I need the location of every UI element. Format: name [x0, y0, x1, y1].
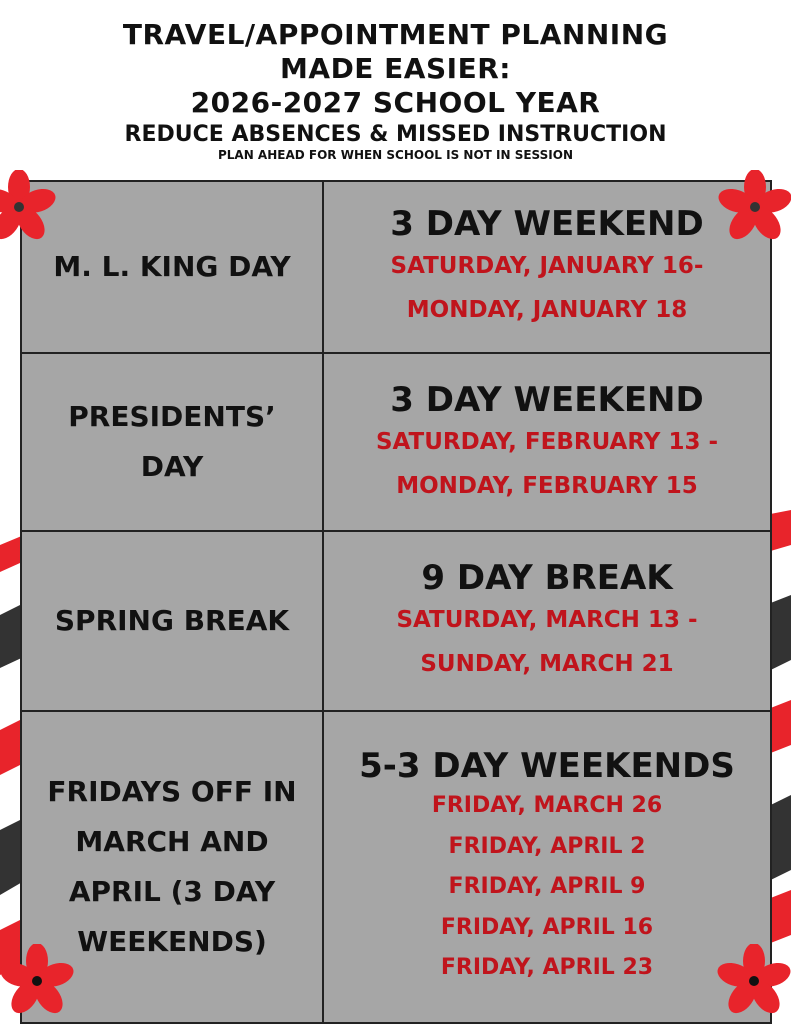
break-date: SATURDAY, JANUARY 16- [390, 253, 704, 279]
holiday-name: M. L. KING DAY [22, 182, 324, 352]
break-info [324, 182, 770, 352]
break-title: 3 DAY WEEKEND [390, 380, 704, 420]
flower-icon [0, 944, 74, 1018]
table-row [22, 712, 770, 1022]
break-date: FRIDAY, APRIL 2 [448, 833, 646, 859]
schedule-table [20, 180, 772, 1024]
break-date: FRIDAY, APRIL 23 [440, 955, 654, 980]
break-date: SATURDAY, MARCH 13 - [396, 607, 698, 633]
table-row [22, 532, 770, 712]
holiday-name: PRESIDENTS’ DAY [22, 354, 324, 530]
flower-icon [717, 944, 791, 1018]
flower-icon [718, 170, 791, 244]
header [0, 0, 791, 162]
break-date: MONDAY, JANUARY 18 [406, 297, 688, 323]
break-title: 5-3 DAY WEEKENDS [359, 746, 735, 786]
table-row [22, 182, 770, 354]
break-title: 9 DAY BREAK [421, 558, 673, 598]
header-title-line2: MADE EASIER: [280, 52, 511, 85]
break-date: MONDAY, FEBRUARY 15 [396, 473, 698, 499]
break-info [324, 712, 770, 1022]
break-info [324, 532, 770, 710]
flower-icon [0, 170, 56, 244]
table-row [22, 354, 770, 532]
break-date: FRIDAY, MARCH 26 [431, 793, 663, 818]
header-title-line1: TRAVEL/APPOINTMENT PLANNING [122, 18, 669, 51]
header-subtitle: REDUCE ABSENCES & MISSED INSTRUCTION [124, 122, 667, 147]
header-note: PLAN AHEAD FOR WHEN SCHOOL IS NOT IN SESSION [217, 148, 573, 162]
break-date: SUNDAY, MARCH 21 [420, 651, 674, 677]
break-date: FRIDAY, APRIL 16 [440, 914, 654, 940]
break-title: 3 DAY WEEKEND [390, 204, 704, 244]
break-date: FRIDAY, APRIL 9 [448, 874, 646, 899]
holiday-name: FRIDAYS OFF IN MARCH AND APRIL (3 DAY WEEKENDS) [22, 712, 324, 1022]
break-date: SATURDAY, FEBRUARY 13 - [375, 429, 719, 455]
break-info [324, 354, 770, 530]
header-title-line3: 2026-2027 SCHOOL YEAR [190, 86, 601, 119]
holiday-name: SPRING BREAK [22, 532, 324, 710]
